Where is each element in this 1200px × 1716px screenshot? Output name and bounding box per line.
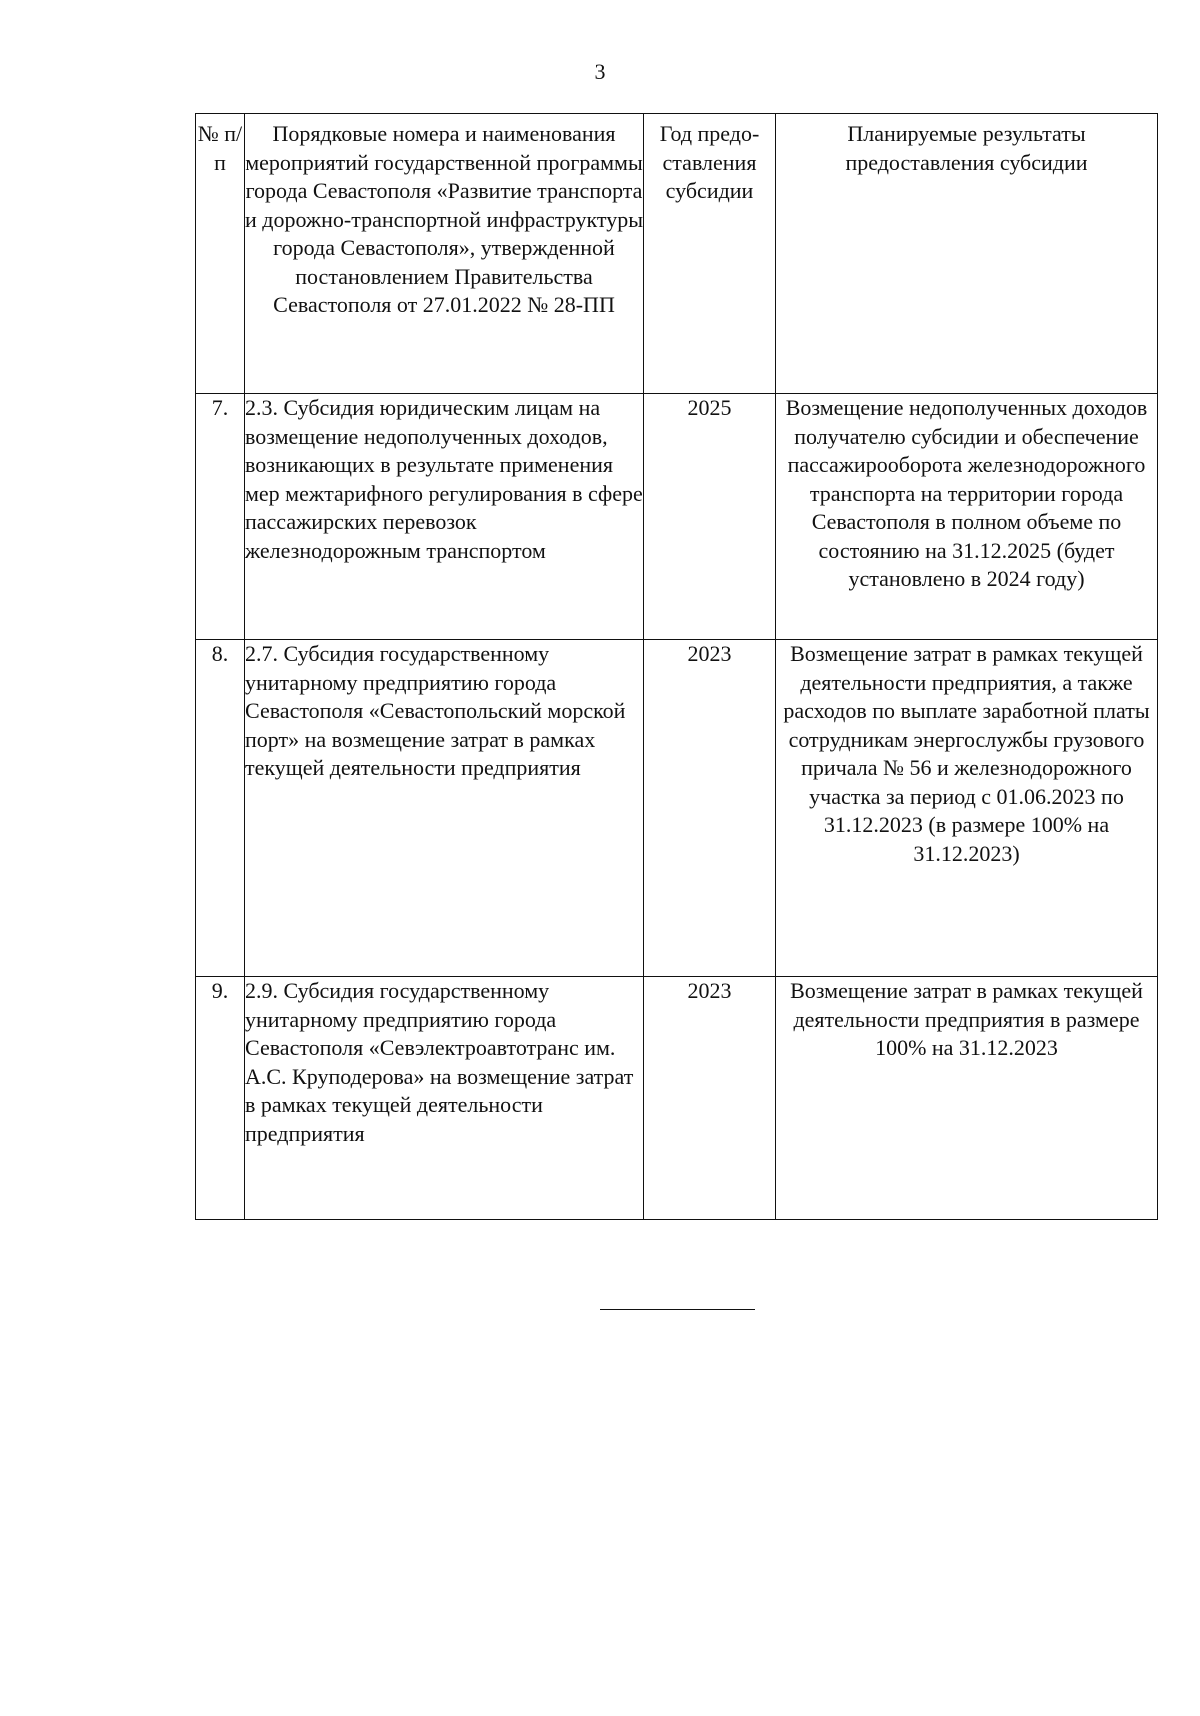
table-row xyxy=(196,640,1158,977)
table-header-row xyxy=(196,114,1158,394)
row-event-name: 2.7. Субсидия государственному унитарному предприятию города Севастополя «Севастопольский морской порт» на возмещение затрат в рамках текущей деятельности предприятия xyxy=(245,640,644,977)
row-event-name: 2.3. Субсидия юридическим лицам на возмещение недополученных доходов, возникающих в результате применения мер межтарифного регулирования в сфере пассажирских перевозок железнодорожным транспортом xyxy=(245,394,644,640)
row-event-name: 2.9. Субсидия государственному унитарному предприятию города Севастополя «Севэлектроавтотранс им. А.С. Круподерова» на возмещение затрат в рамках текущей деятельности предприятия xyxy=(245,977,644,1220)
row-year: 2023 xyxy=(644,640,776,977)
header-planned-results: Планируемые результаты предоставления субсидии xyxy=(776,114,1158,394)
row-year: 2025 xyxy=(644,394,776,640)
header-number: № п/п xyxy=(196,114,245,394)
closing-rule xyxy=(600,1309,755,1310)
table-row xyxy=(196,394,1158,640)
subsidy-results-table xyxy=(195,113,1158,1220)
row-planned-result: Возмещение затрат в рамках текущей деятельности предприятия, а также расходов по выплате заработной платы сотрудникам энергослужбы грузового причала № 56 и железнодорожного участка за период с 01.06.2023 по 31.12.2023 (в размере 100% на 31.12.2023) xyxy=(776,640,1158,977)
row-number: 9. xyxy=(196,977,245,1220)
header-year: Год предо- ставления субсидии xyxy=(644,114,776,394)
row-number: 8. xyxy=(196,640,245,977)
row-planned-result: Возмещение затрат в рамках текущей деятельности предприятия в размере 100% на 31.12.2023 xyxy=(776,977,1158,1220)
row-planned-result: Возмещение недополученных доходов получателю субсидии и обеспечение пассажирооборота железнодорожного транспорта на территории города Севастополя в полном объеме по состоянию на 31.12.2025 (будет установлено в 2024 году) xyxy=(776,394,1158,640)
page-number: 3 xyxy=(594,59,606,84)
table-row xyxy=(196,977,1158,1220)
row-number: 7. xyxy=(196,394,245,640)
row-year: 2023 xyxy=(644,977,776,1220)
header-event-name: Порядковые номера и наименования мероприятий государственной программы города Севастополя «Развитие транспорта и дорожно-транспортной инфраструктуры города Севастополя», утвержденной постановлением Правительства Севастополя от 27.01.2022 № 28-ПП xyxy=(245,114,644,394)
